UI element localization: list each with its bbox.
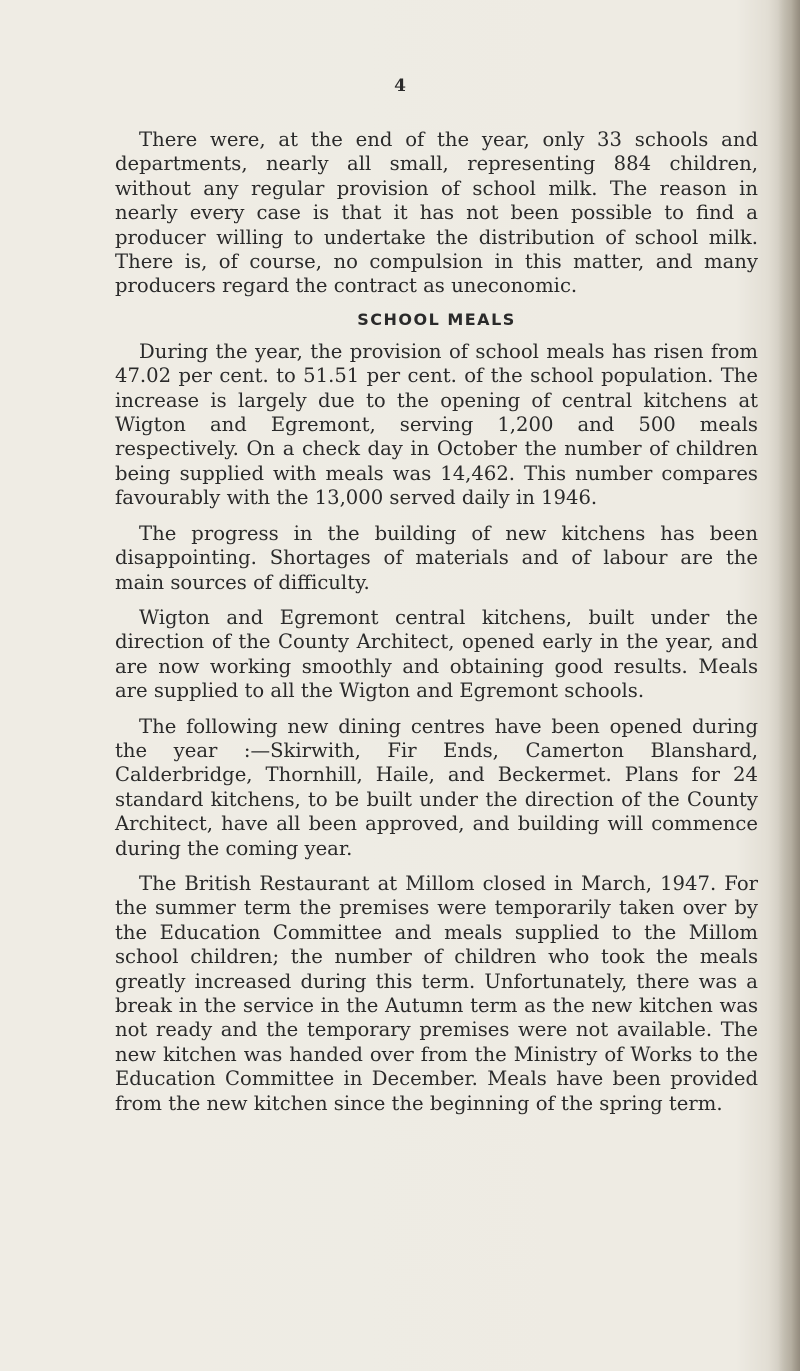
section-heading: SCHOOL MEALS [357, 309, 516, 329]
page-number: 4 [394, 76, 406, 96]
body-paragraph: The progress in the building of new kitchens has been disappointing. Shortages of materials and of labour are the main sources of difficulty. [115, 521, 758, 594]
intro-paragraph: There were, at the end of the year, only 33 schools and departments, nearly all small, representing 884 children, without any regular provision of school milk. The reason in nearly every case is that it has not been possible to find a producer willing to undertake the distribution of school milk. There is, of course, no compulsion in this matter, and many producers regard the contract as uneconomic. [115, 128, 758, 298]
body-paragraph: During the year, the provision of school meals has risen from 47.02 per cent. to 51.51 per cent. of the school population. The increase is largely due to the opening of central kitchens at Wigton and Egremont, serving 1,200 and 500 meals respectively. On a check day in October the number of children being supplied with meals was 14,462. This number compares favourably with the 13,000 served daily in 1946. [115, 339, 758, 510]
page-content [115, 128, 758, 1127]
body-paragraph: The British Restaurant at Millom closed in March, 1947. For the summer term the premises were temporarily taken over by the Education Committee and meals supplied to the Millom school children; the number of children who took the meals greatly increased during this term. Unfortunately, there was a break in the service in the Autumn term as the new kitchen was not ready and the temporary premises were not available. The new kitchen was handed over from the Ministry of Works to the Education Committee in December. Meals have been provided from the new kitchen since the beginning of the spring term. [115, 871, 758, 1115]
body-paragraph: Wigton and Egremont central kitchens, built under the direction of the County Architect, opened early in the year, and are now working smoothly and obtaining good results. Meals are supplied to all the Wigton and Egremont schools. [115, 605, 758, 703]
page-edge-shadow [778, 0, 800, 1371]
body-paragraph: The following new dining centres have been opened during the year :—Skirwith, Fir Ends, Camerton Blanshard, Calderbridge, Thornhill, Haile, and Beckermet. Plans for 24 standard kitchens, to be built under the direction of the County Architect, have all been approved, and building will commence during the coming year. [115, 714, 758, 860]
